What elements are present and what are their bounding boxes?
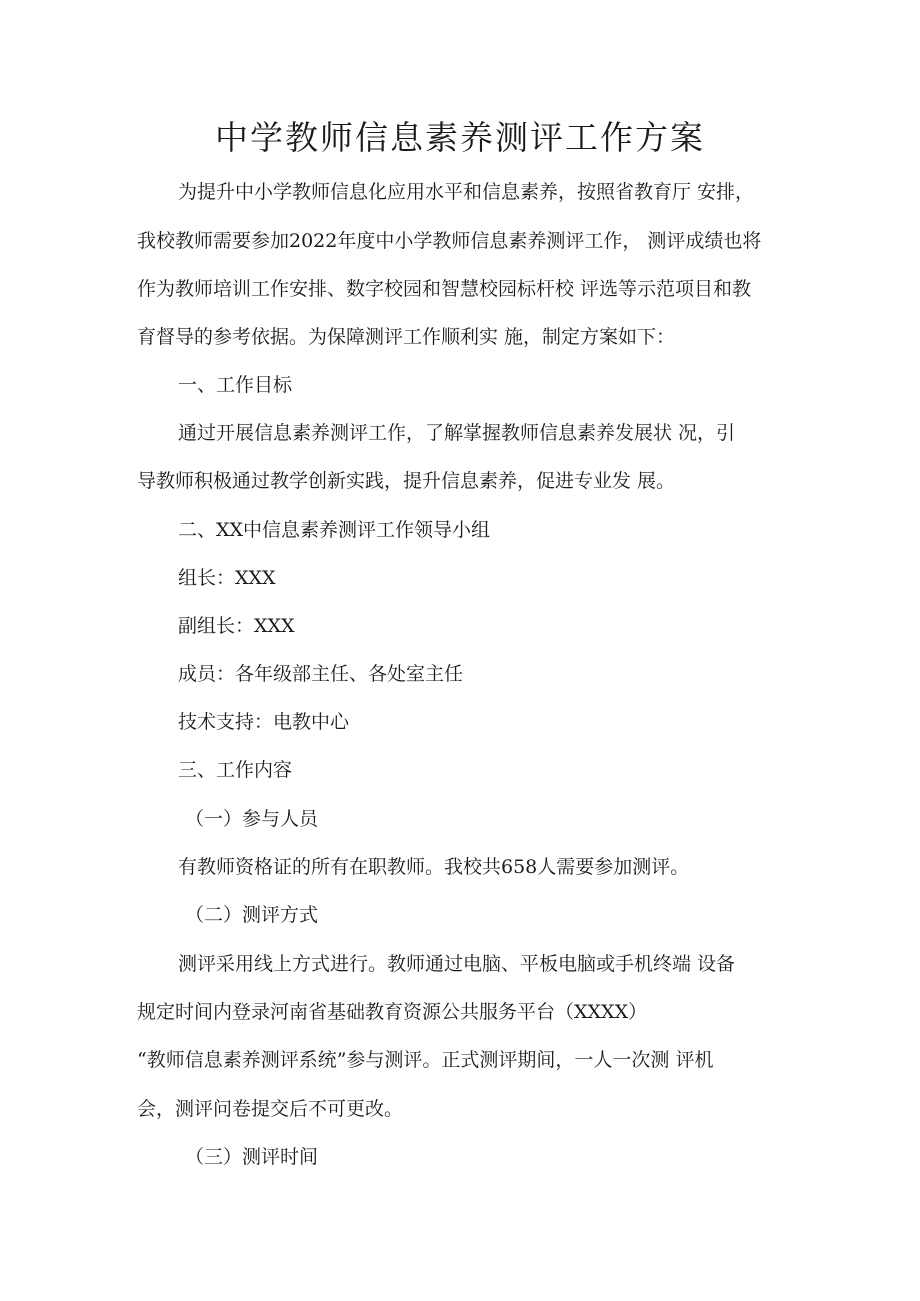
- body-paragraph-line: “教师信息素养测评系统”参与测评。正式测评期间，一人一次测 评机: [137, 1049, 714, 1071]
- body-paragraph-line: 导教师积极通过教学创新实践，提升信息素养，促进专业发 展。: [137, 470, 676, 492]
- body-paragraph-line: 会，测评问卷提交后不可更改。: [137, 1098, 404, 1120]
- section-heading: 一、工作目标: [178, 374, 293, 396]
- member-line: 副组长：XXX: [178, 615, 295, 637]
- subsection-heading: （一）参与人员: [185, 808, 319, 830]
- body-paragraph-line: 规定时间内登录河南省基础教育资源公共服务平台（XXXX）: [137, 1001, 648, 1023]
- member-line: 成员：各年级部主任、各处室主任: [178, 663, 464, 685]
- document-title: 中学教师信息素养测评工作方案: [215, 118, 705, 157]
- body-paragraph-line: 我校教师需要参加2022年度中小学教师信息素养测评工作， 测评成绩也将: [137, 230, 762, 252]
- body-paragraph-line: 为提升中小学教师信息化应用水平和信息素养，按照省教育厅 安排，: [178, 181, 755, 203]
- body-paragraph-line: 测评采用线上方式进行。教师通过电脑、平板电脑或手机终端 设备: [178, 953, 736, 975]
- body-paragraph-line: 通过开展信息素养测评工作，了解掌握教师信息素养发展状 况，引: [178, 422, 736, 444]
- member-line: 组长：XXX: [178, 567, 276, 589]
- section-heading: 二、XX中信息素养测评工作领导小组: [178, 519, 491, 541]
- body-paragraph-line: 有教师资格证的所有在职教师。我校共658人需要参加测评。: [178, 856, 690, 878]
- member-line: 技术支持：电教中心: [178, 711, 350, 733]
- subsection-heading: （三）测评时间: [185, 1146, 319, 1168]
- subsection-heading: （二）测评方式: [185, 904, 319, 926]
- body-paragraph-line: 作为教师培训工作安排、数字校园和智慧校园标杆校 评选等示范项目和教: [137, 278, 752, 300]
- body-paragraph-line: 育督导的参考依据。为保障测评工作顺利实 施，制定方案如下：: [137, 326, 676, 348]
- section-heading: 三、工作内容: [178, 759, 293, 781]
